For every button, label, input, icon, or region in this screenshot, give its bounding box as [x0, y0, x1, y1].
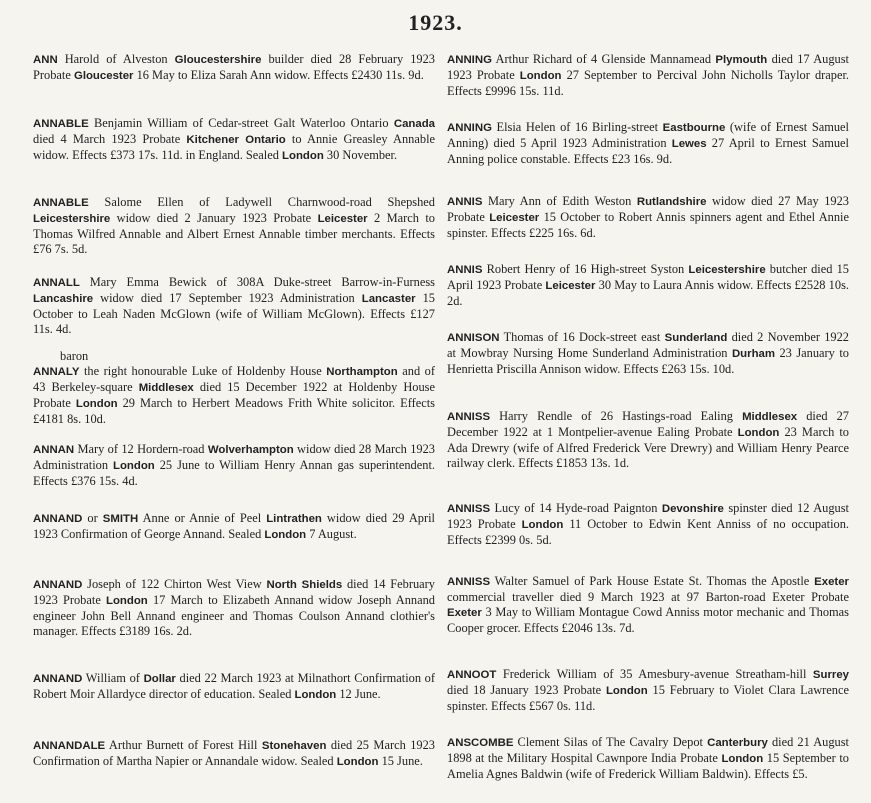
entry-text: Walter Samuel of Park House Estate St. Thomas the Apostle: [490, 574, 815, 588]
probate-entry: [447, 52, 849, 99]
entry-place: London: [75, 398, 118, 411]
entry-place: London: [605, 685, 648, 698]
entry-text: died 4 March 1923 Probate: [33, 132, 187, 147]
entry-text: 3 May to William Montague Cowd Anniss motor mechanic and Thomas Cooper grocer. Effects £2046 13s. 7d.: [447, 605, 849, 636]
entry-surname: ANNAND: [33, 673, 83, 685]
entry-place: London: [106, 595, 148, 608]
entry-surname: ANNABLE: [33, 118, 89, 130]
entry-place: Lintrathen: [266, 513, 322, 525]
entry-surname: ANN: [33, 54, 58, 66]
entry-place: Eastbourne: [662, 122, 726, 134]
entry-place: Rutlandshire: [636, 196, 707, 208]
entry-text: Harry Rendle of 26 Hastings-road Ealing: [490, 409, 743, 423]
entry-surname: ANNIS: [447, 264, 483, 276]
entry-text: or: [82, 511, 103, 525]
entry-place: London: [294, 689, 337, 702]
probate-entry: [447, 120, 849, 167]
entry-place: Durham: [731, 348, 775, 361]
probate-entry: [33, 511, 435, 543]
entry-place: Exeter: [447, 607, 482, 620]
entry-text: Arthur Richard of 4 Glenside Mannamead: [491, 52, 716, 66]
entry-text: the right honourable Luke of Holdenby House: [79, 364, 327, 379]
entry-surname: ANNAND: [33, 579, 83, 591]
entry-text: Anne or Annie of Peel: [138, 511, 267, 525]
entry-place: London: [519, 70, 562, 83]
entry-surname: ANNISON: [447, 332, 500, 344]
entry-place: Northampton: [326, 366, 398, 379]
probate-entry: [447, 262, 849, 309]
entry-text: 7 August.: [306, 527, 357, 542]
entry-surname: ANNISS: [447, 411, 491, 423]
entry-place: Leicestershire: [33, 213, 111, 226]
entry-text: Thomas of 16 Dock-street east: [499, 330, 665, 344]
entry-text: Frederick William of 35 Amesbury-avenue Streatham-hill: [496, 667, 813, 681]
entry-text: 27 September to Percival John Nicholls Taylor draper. Effects £9996 15s. 11d.: [447, 68, 849, 99]
entry-surname: ANNALL: [33, 277, 80, 289]
entry-place: Gloucester: [73, 70, 134, 83]
entry-text: 11 October to Edwin Kent Anniss of no occupation. Effects £2399 0s. 5d.: [447, 517, 849, 548]
entry-text: Harold of Alveston: [57, 52, 175, 66]
entry-place: Middlesex: [138, 382, 194, 395]
entry-surname: ANNABLE: [33, 197, 89, 209]
probate-entry: [447, 194, 849, 241]
entry-place: Lancaster: [361, 293, 416, 306]
entry-text: 29 March to Herbert Meadows Frith White solicitor. Effects £4181 8s. 10d.: [33, 396, 435, 427]
entry-text: Joseph of 122 Chirton West View: [82, 577, 267, 591]
entry-text: builder died 28 February 1923 Probate: [33, 52, 435, 83]
entry-surname: ANNING: [447, 54, 492, 66]
entry-place: Leicester: [489, 212, 540, 225]
probate-entry: [33, 671, 435, 703]
entry-surname: ANNOOT: [447, 669, 497, 681]
entry-text: to Annie Greasley Annable widow. Effects £373 17s. 11d. in England. Sealed: [33, 132, 436, 163]
entry-place: Middlesex: [742, 411, 798, 423]
probate-entry: [447, 330, 849, 377]
entry-place: Kitchener Ontario: [186, 134, 286, 147]
entry-text: 15 October to Robert Annis spinners agent and Ethel Annie spinster. Effects £225 16s. 6d.: [447, 210, 849, 241]
entry-text: Mary Ann of Edith Weston: [482, 194, 637, 208]
entry-place: London: [264, 529, 307, 542]
probate-entry: [447, 667, 849, 714]
page-year-heading: 1923.: [408, 10, 463, 35]
probate-entry: [33, 577, 435, 639]
entry-text: Benjamin William of Cedar-street Galt Waterloo Ontario: [88, 116, 394, 130]
entry-place: London: [737, 427, 780, 440]
entry-place: Leicester: [317, 213, 368, 226]
entry-text: 16 May to Eliza Sarah Ann widow. Effects £2430 11s. 9d.: [133, 68, 424, 83]
entry-text: widow died 28 March 1923 Administration: [33, 442, 435, 473]
probate-entry: [447, 501, 849, 548]
entry-text: 15 June.: [378, 754, 423, 769]
entry-text: died 21 August 1898 at the Military Hospital Cawnpore India Probate: [447, 735, 849, 766]
entry-text: 23 January to Henrietta Priscilla Annison widow. Effects £263 15s. 10d.: [447, 346, 849, 377]
probate-entry: [447, 409, 849, 471]
entry-place: Stonehaven: [261, 740, 327, 752]
entry-text: Lucy of 14 Hyde-road Paignton: [490, 501, 662, 515]
probate-entry: [33, 116, 435, 164]
entry-place: Leicester: [545, 280, 596, 293]
entry-text: Salome Ellen of Ladywell Charnwood-road Shepshed: [88, 195, 435, 209]
entry-text: died 27 December 1922 at 1 Montpelier-avenue Ealing Probate: [447, 409, 849, 440]
entry-title-prefix: baron: [60, 349, 89, 363]
entry-text: 17 March to Elizabeth Annand widow Joseph Annand engineer John Bell Annand engineer and Thomas Coulson Annand clothier's manager. Effects £3189 16s. 2d.: [33, 593, 435, 639]
entry-text: died 2 November 1922 at Mowbray Nursing Home Sunderland Administration: [447, 330, 849, 361]
entry-text: butcher died 15 April 1923 Probate: [447, 262, 849, 293]
entry-place: Dollar: [143, 673, 176, 685]
probate-entry: [447, 735, 849, 782]
entry-text: 15 September to Amelia Agnes Baldwin (wife of Frederick William Baldwin). Effects £5.: [447, 751, 849, 782]
entry-place: Wolverhampton: [207, 444, 294, 456]
entry-surname: ANNISS: [447, 503, 491, 515]
entry-text: 23 March to Ada Drewry (wife of Alfred Frederick Vere Drewry) and William Henry Pearce railway clerk. Effects £1853 13s. 1d.: [447, 425, 849, 471]
entry-place: London: [113, 460, 155, 473]
entry-text: died 25 March 1923 Confirmation of Martha Napier or Annandale widow. Sealed: [33, 738, 435, 769]
probate-entry: [33, 738, 435, 770]
entry-place: SMITH: [102, 513, 139, 525]
entry-text: Robert Henry of 16 High-street Syston: [482, 262, 689, 276]
probate-entry: [33, 52, 435, 84]
probate-entry: [33, 349, 435, 427]
entry-text: William of: [82, 671, 144, 685]
entry-text: widow died 29 April 1923 Confirmation of George Annand. Sealed: [33, 511, 435, 542]
entry-text: 25 June to William Henry Annan gas superintendent. Effects £376 15s. 4d.: [33, 458, 435, 489]
entry-place: Surrey: [812, 669, 849, 681]
entry-place: Sunderland: [664, 332, 728, 344]
probate-entry: [447, 574, 849, 636]
entry-text: widow died 2 January 1923 Probate: [110, 211, 318, 226]
entry-surname: ANNANDALE: [33, 740, 106, 752]
entry-text: Mary of 12 Hordern-road: [74, 442, 208, 456]
probate-entry: [33, 442, 435, 489]
entry-place: Canada: [393, 118, 435, 130]
entry-text: Mary Emma Bewick of 308A Duke-street Barrow-in-Furness: [79, 275, 435, 289]
entry-text: 15 February to Violet Clara Lawrence spinster. Effects £567 0s. 11d.: [447, 683, 849, 714]
entry-place: London: [721, 753, 764, 766]
entry-place: London: [336, 756, 379, 769]
entry-place: Lewes: [671, 138, 707, 151]
entry-surname: ANNAN: [33, 444, 75, 456]
entry-text: widow died 27 May 1923 Probate: [447, 194, 849, 225]
entry-place: Plymouth: [715, 54, 768, 66]
entry-text: died 18 January 1923 Probate: [447, 683, 606, 698]
entry-place: Lancashire: [33, 293, 94, 306]
entry-place: Gloucestershire: [174, 54, 262, 66]
entry-place: Canterbury: [707, 737, 768, 749]
entry-text: died 22 March 1923 at Milnathort Confirmation of Robert Moir Allardyce director of education. Sealed: [33, 671, 436, 702]
entry-text: widow died 17 September 1923 Administration: [93, 291, 362, 306]
entry-text: died 15 December 1922 at Holdenby House Probate: [33, 380, 435, 411]
entry-place: London: [521, 519, 564, 532]
entry-text: 12 June.: [336, 687, 381, 702]
entry-text: and of 43 Berkeley-square: [33, 364, 435, 395]
entry-place: London: [282, 150, 324, 163]
entry-place: North Shields: [266, 579, 343, 591]
entry-place: Leicestershire: [688, 264, 766, 276]
probate-entry: [33, 195, 435, 257]
entry-surname: ANNALY: [33, 366, 80, 379]
entry-text: 15 October to Leah Naden McGlown (wife of William McGlown). Effects £127 11s. 4d.: [33, 291, 435, 337]
entry-place: Exeter: [814, 576, 849, 588]
entry-text: commercial traveller died 9 March 1923 at 97 Barton-road Exeter Probate: [447, 590, 849, 605]
entry-surname: ANNING: [447, 122, 492, 134]
entry-text: spinster died 12 August 1923 Probate: [447, 501, 849, 532]
entry-text: Arthur Burnett of Forest Hill: [105, 738, 262, 752]
entry-text: 27 April to Ernest Samuel Anning police constable. Effects £23 16s. 9d.: [447, 136, 849, 167]
entry-surname: ANNIS: [447, 196, 483, 208]
entry-text: 30 May to Laura Annis widow. Effects £2528 10s. 2d.: [447, 278, 849, 309]
entry-text: Elsia Helen of 16 Birling-street: [491, 120, 663, 134]
entry-place: Devonshire: [661, 503, 724, 515]
entry-text: (wife of Ernest Samuel Anning) died 5 April 1923 Administration: [447, 120, 849, 151]
entry-text: 30 November.: [323, 148, 398, 163]
entry-text: died 14 February 1923 Probate: [33, 577, 436, 608]
entry-text: 2 March to Thomas Wilfred Annable and Albert Ernest Annable timber merchants. Effects £76 7s. 5d.: [33, 211, 435, 257]
entry-text: died 17 August 1923 Probate: [447, 52, 849, 83]
entry-surname: ANSCOMBE: [447, 737, 514, 749]
entry-surname: ANNISS: [447, 576, 491, 588]
entry-surname: ANNAND: [33, 513, 83, 525]
probate-entry: [33, 275, 435, 337]
entry-text: Clement Silas of The Cavalry Depot: [513, 735, 708, 749]
